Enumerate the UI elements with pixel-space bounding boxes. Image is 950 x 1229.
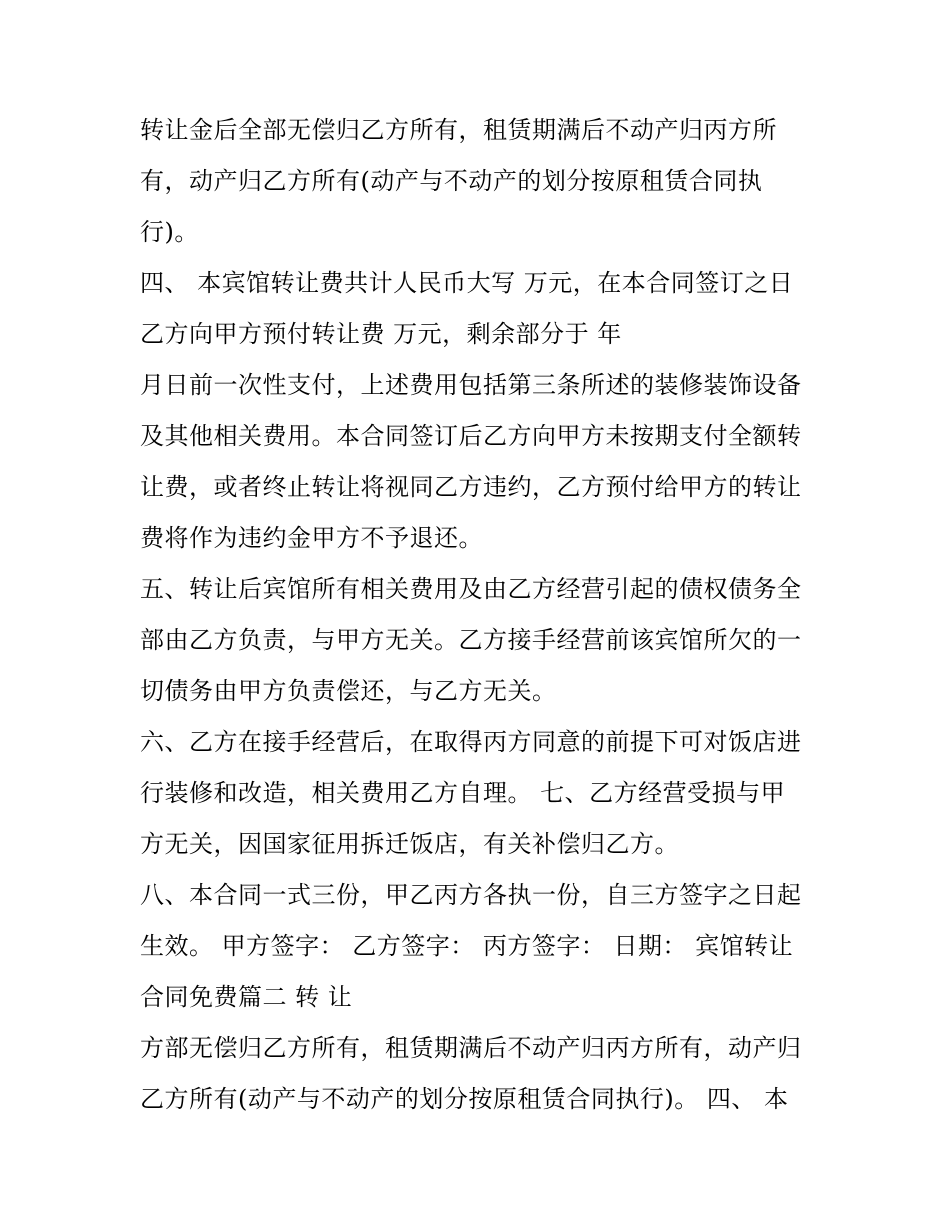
text-line: 行装修和改造，相关费用乙方自理。 七、乙方经营受损与甲 — [140, 779, 786, 807]
text-line: 月日前一次性支付，上述费用包括第三条所述的装修装饰设备 — [140, 371, 802, 399]
text-line: 八、本合同一式三份，甲乙丙方各执一份，自三方签字之日起 — [140, 881, 802, 909]
text-line: 合同免费篇二 转 让 — [140, 983, 353, 1011]
text-line: 四、 本宾馆转让费共计人民币大写 万元，在本合同签订之日 — [140, 269, 794, 297]
text-line: 生效。 甲方签字： 乙方签字： 丙方签字： 日期： 宾馆转让 — [140, 932, 794, 960]
text-line: 切债务由甲方负责偿还，与乙方无关。 — [140, 677, 557, 705]
text-line: 及其他相关费用。本合同签订后乙方向甲方未按期支付全额转 — [140, 422, 802, 450]
text-line: 行)。 — [140, 218, 199, 246]
text-line: 乙方所有(动产与不动产的划分按原租赁合同执行)。 四、 本 — [140, 1085, 789, 1113]
text-line: 乙方向甲方预付转让费 万元，剩余部分于 年 — [140, 320, 622, 348]
text-line: 费将作为违约金甲方不予退还。 — [140, 524, 483, 552]
text-line: 方部无偿归乙方所有，租赁期满后不动产归丙方所有，动产归 — [140, 1034, 802, 1062]
text-line: 让费，或者终止转让将视同乙方违约，乙方预付给甲方的转让 — [140, 473, 802, 501]
text-line: 六、乙方在接手经营后，在取得丙方同意的前提下可对饭店进 — [140, 728, 802, 756]
text-line: 有，动产归乙方所有(动产与不动产的划分按原租赁合同执 — [140, 167, 763, 195]
text-line: 部由乙方负责，与甲方无关。乙方接手经营前该宾馆所欠的一 — [140, 626, 802, 654]
text-line: 五、转让后宾馆所有相关费用及由乙方经营引起的债权债务全 — [140, 575, 802, 603]
text-line: 转让金后全部无偿归乙方所有，租赁期满后不动产归丙方所 — [140, 116, 777, 144]
text-line: 方无关，因国家征用拆迁饭店，有关补偿归乙方。 — [140, 830, 679, 858]
contract-text — [140, 105, 830, 1125]
